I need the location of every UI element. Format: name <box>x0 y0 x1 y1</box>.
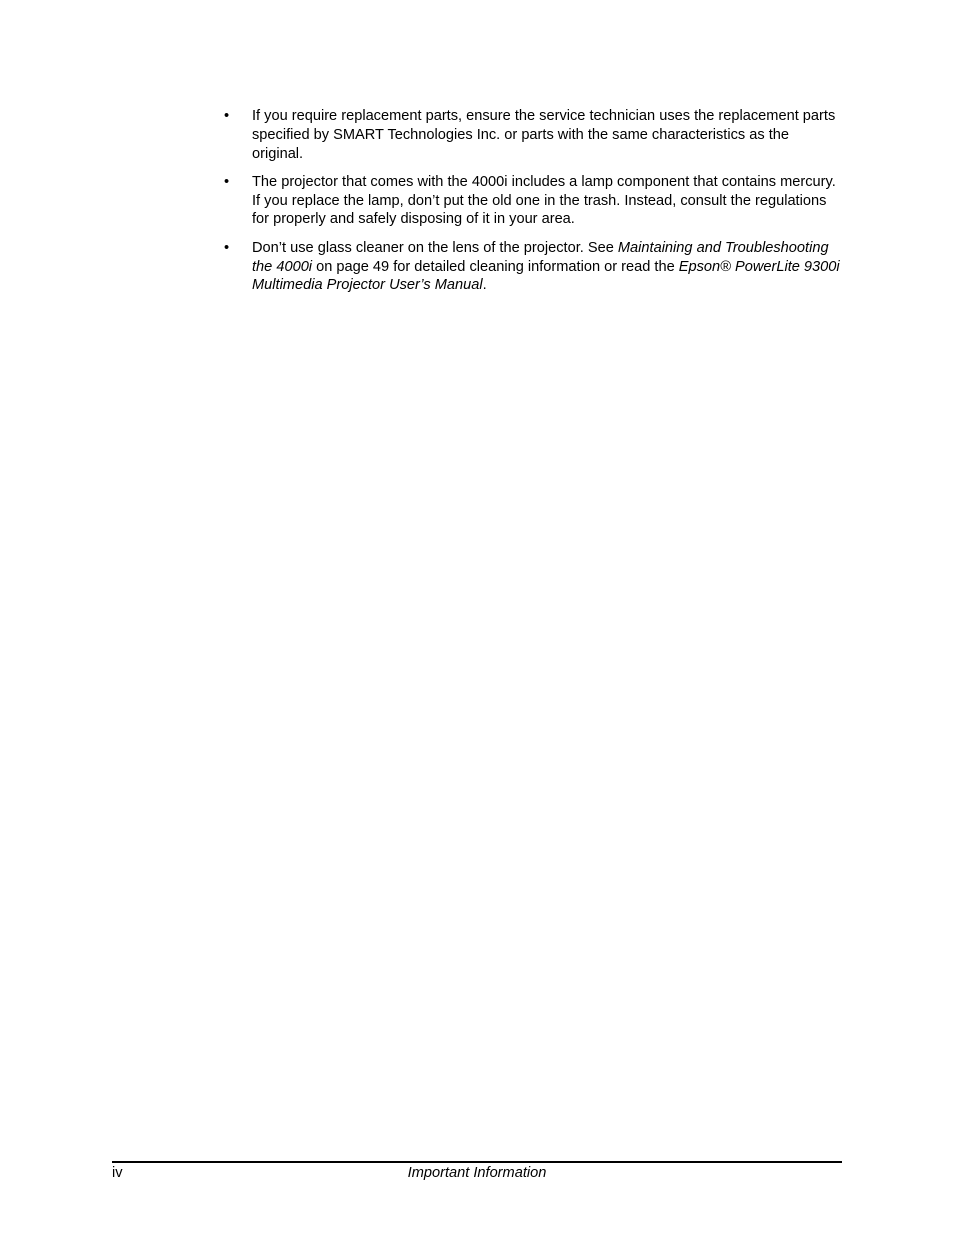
bullet-text-segment: on page 49 for detailed cleaning information or read the <box>312 258 679 275</box>
bullet-text-segment: The projector that comes with the 4000i includes a lamp component that contains mercury. If you replace the lamp, don’t put the old one in the trash. Instead, consult the regulations for properly and safely disposing of it in your area. <box>252 173 836 228</box>
footer-rule <box>112 1161 842 1163</box>
bullet-text-segment: . <box>482 277 487 294</box>
bullet-item-replacement-parts <box>222 107 842 163</box>
bullet-marker: • <box>224 239 230 256</box>
bullet-list <box>222 107 842 305</box>
bullet-item-lens-cleaning <box>222 239 842 295</box>
footer-page-number: iv <box>112 1165 123 1181</box>
bullet-text-segment: Don’t use glass cleaner on the lens of the projector. See <box>252 239 618 256</box>
bullet-text <box>252 173 842 229</box>
bullet-item-lamp-mercury <box>222 173 842 229</box>
cross-reference-maintaining: Maintaining and Troubleshooting the 4000i <box>252 239 829 275</box>
cross-reference-user-manual: Epson® PowerLite 9300i Multimedia Projector User’s Manual <box>252 258 840 294</box>
footer-section-title: Important Information <box>407 1165 547 1181</box>
bullet-marker: • <box>224 108 230 124</box>
bullet-text <box>252 107 842 163</box>
bullet-text-segment: If you require replacement parts, ensure the service technician uses the replacement parts specified by SMART Technologies Inc. or parts with the same characteristics as the original. <box>252 108 836 162</box>
bullet-text <box>252 239 842 295</box>
bullet-marker: • <box>224 173 230 190</box>
